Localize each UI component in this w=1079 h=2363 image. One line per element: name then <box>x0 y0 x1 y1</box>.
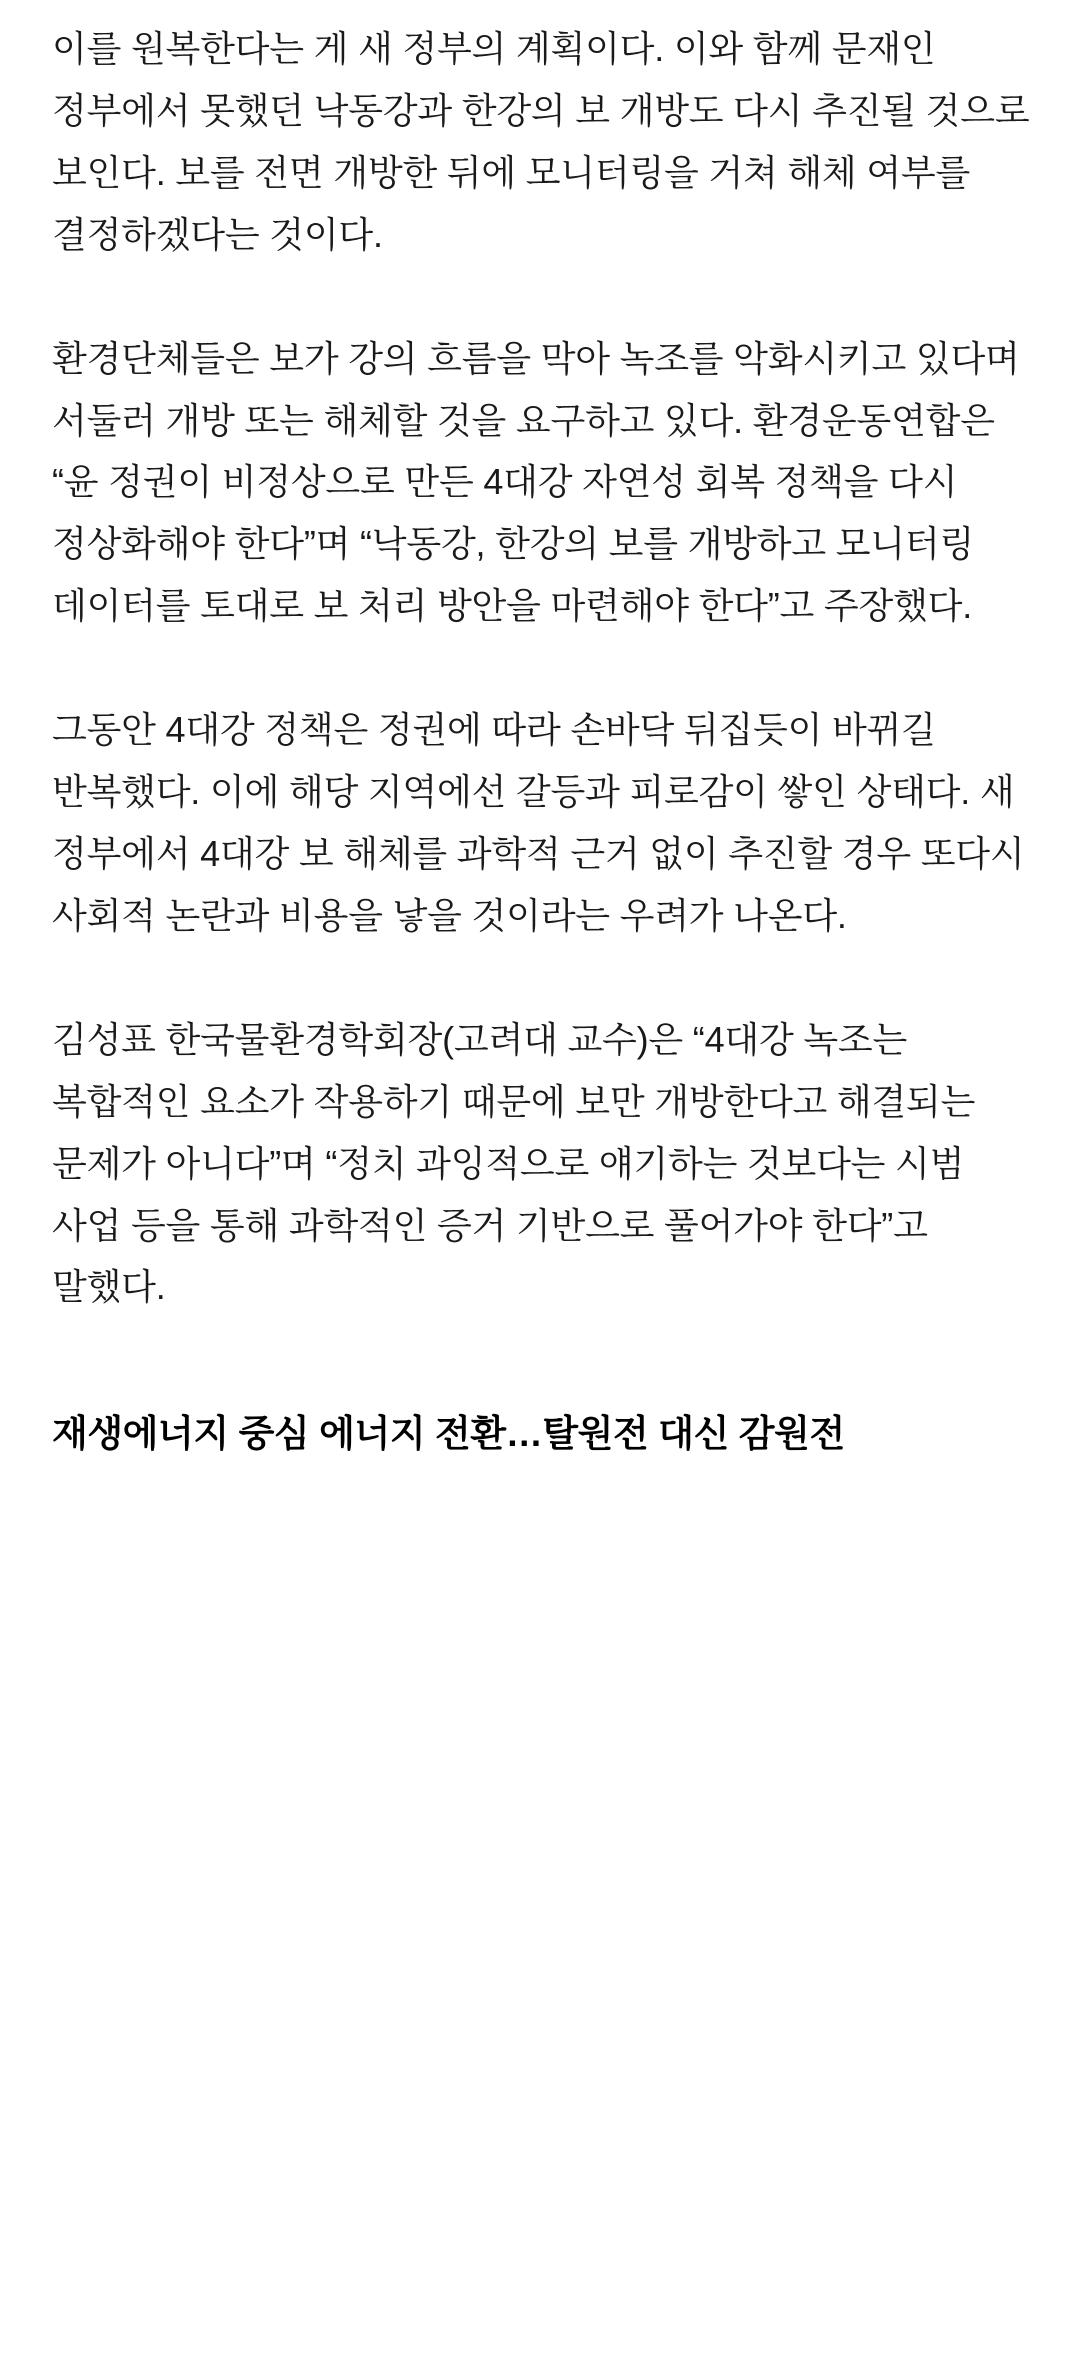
article-paragraph: 그동안 4대강 정책은 정권에 따라 손바닥 뒤집듯이 바뀌길 반복했다. 이에 해당 지역에선 갈등과 피로감이 쌓인 상태다. 새 정부에서 4대강 보 해체를 과학적 근거 없이 추진할 경우 또다시 사회적 논란과 비용을 낳을 것이라는 우려가 나온다. <box>52 709 1025 936</box>
article-paragraph: 김성표 한국물환경학회장(고려대 교수)은 “4대강 녹조는 복합적인 요소가 작용하기 때문에 보만 개방한다고 해결되는 문제가 아니다”며 “정치 과잉적으로 얘기하는 것보다는 시범 사업 등을 통해 과학적인 증거 기반으로 풀어가야 한다”고 말했다. <box>52 1018 976 1308</box>
article-subheading: 재생에너지 중심 에너지 전환…탈원전 대신 감원전 <box>52 1413 845 1455</box>
article-paragraph: 이를 원복한다는 게 새 정부의 계획이다. 이와 함께 문재인 정부에서 못했던 낙동강과 한강의 보 개방도 다시 추진될 것으로 보인다. 보를 전면 개방한 뒤에 모니터링을 거쳐 해체 여부를 결정하겠다는 것이다. <box>52 28 1030 255</box>
article-paragraph: 환경단체들은 보가 강의 흐름을 막아 녹조를 악화시키고 있다며 서둘러 개방 또는 해체할 것을 요구하고 있다. 환경운동연합은 “윤 정권이 비정상으로 만든 4대강 자연성 회복 정책을 다시 정상화해야 한다”며 “낙동강, 한강의 보를 개방하고 모니터링 데이터를 토대로 보 처리 방안을 마련해야 한다”고 주장했다. <box>52 337 1020 627</box>
bottom-spacer <box>52 1464 1033 1524</box>
